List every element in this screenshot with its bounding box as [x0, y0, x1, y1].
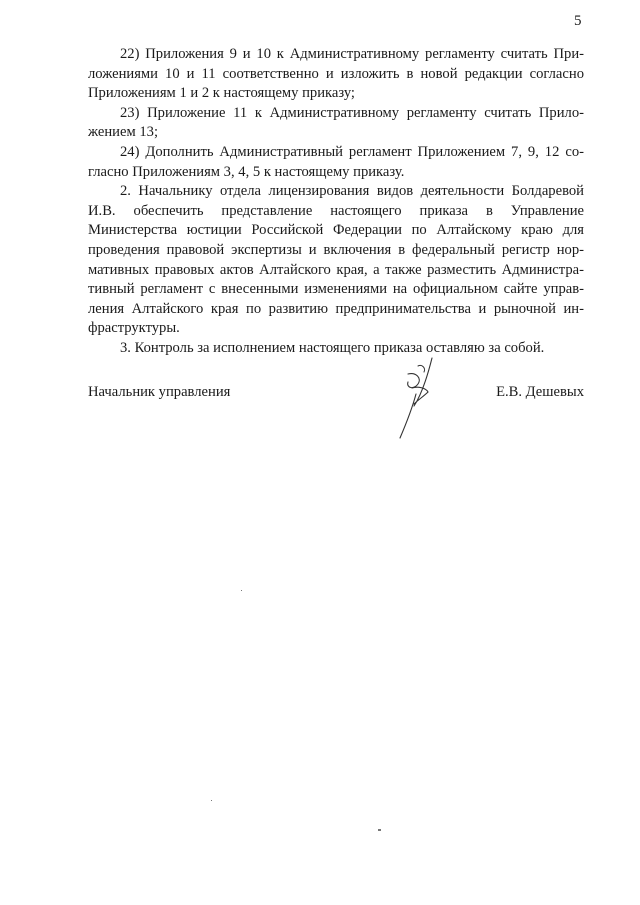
- scan-speck: [378, 829, 381, 831]
- handwritten-signature: [388, 354, 458, 444]
- page-number: 5: [574, 13, 582, 29]
- signature-block: [88, 384, 584, 444]
- paragraph-item-22: 22) Приложения 9 и 10 к Административному регламенту считать Приложениями 10 и 11 соответственно и изложить в новой редакции согласно Приложениям 1 и 2 к настоящему приказу;: [88, 46, 584, 102]
- paragraph-item-23: 23) Приложение 11 к Административному регламенту считать Приложением 13;: [88, 104, 584, 141]
- scan-speck: [241, 590, 242, 591]
- signatory-position: Начальник управления: [88, 384, 231, 400]
- document-body: [88, 45, 584, 359]
- paragraph-point-2: 2. Начальнику отдела лицензирования видов деятельности Болдаревой И.В. обеспечить представление настоящего приказа в Управление Министерства юстиции Российской Федерации по Алтайскому краю для проведения правовой экспертизы и включения в федеральный регистр нормативных правовых актов Алтайского края, а также разместить Административный регламент с внесенными изменениями на официальном сайте управления Алтайского края по развитию предпринимательства и рыночной инфраструктуры.: [88, 183, 584, 337]
- paragraph-point-3: 3. Контроль за исполнением настоящего приказа оставляю за собой.: [120, 339, 545, 356]
- scan-speck: [211, 800, 212, 801]
- paragraph-item-24: 24) Дополнить Административный регламент Приложением 7, 9, 12 согласно Приложениям 3, 4, 5 к настоящему приказу.: [88, 143, 584, 180]
- signatory-name: Е.В. Дешевых: [496, 384, 584, 400]
